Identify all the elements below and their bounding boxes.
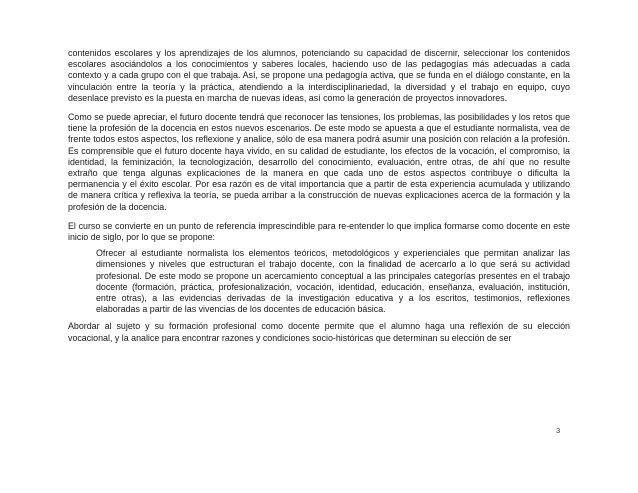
paragraph-pedagogy: contenidos escolares y los aprendizajes de los alumnos, potenciando su capacidad de discernir, seleccionar los contenidos escolares asociándolos a los conocimientos y saberes locales, haciendo uso de las pedagogías más adecuadas a cada contexto y a cada grupo con el que trabaja. Así, se propone una pedagogía activa, que se funda en el diálogo constante, en la vinculación entre la teoría y la práctica, atendiendo a la interdisciplinariedad, la diversidad y el trabajo en equipo, cuyo desenlace previsto es la puesta en marcha de nuevas ideas, así como la generación de proyectos innovadores.: [68, 48, 570, 103]
paragraph-closing: Abordar al sujeto y su formación profesional como docente permite que el alumno haga una reflexión de su elección vocacional, y la analice para encontrar razones y condiciones socio-históricas que determinan su elección de ser: [68, 321, 570, 343]
document-body: [68, 48, 570, 352]
paragraph-course-reference: El curso se convierte en un punto de referencia imprescindible para re-entender lo que implica formarse como docente en este inicio de siglo, por lo que se propone:: [68, 220, 570, 243]
page-number: 3: [556, 426, 561, 435]
indented-objective-block: Ofrecer al estudiante normalista los elementos teóricos, metodológicos y experienciales que permitan analizar las dimensiones y niveles que estructuran el trabajo docente, con la finalidad de acercarlo a lo que será su actividad profesional. De este modo se propone un acercamiento conceptual a las principales categorías presentes en el trabajo docente (formación, práctica, profesionalización, vocación, identidad, educación, enseñanza, evaluación, institución, entre otras), a las evidencias derivadas de la investigación educativa y a los escritos, testimonios, reflexiones elaboradas a partir de las vivencias de los docentes de educación básica.: [96, 248, 570, 315]
paragraph-future-teacher: Como se puede apreciar, el futuro docente tendrá que reconocer las tensiones, los problemas, las posibilidades y los retos que tiene la profesión de la docencia en estos nuevos escenarios. De este modo se apuesta a que el estudiante normalista, vea de frente todos estos aspectos, los reflexione y analice, sólo de esa manera podrá asumir una posición con relación a la profesión. Es comprensible que el futuro docente haya vivido, en su calidad de estudiante, los efectos de la vocación, el compromiso, la identidad, la feminización, la tecnologización, desarrollo del conocimiento, evaluación, entre otras, de ahí que no resulte extraño que tenga algunas explicaciones de la manera en que cada uno de estos aspectos contribuye o dificulta la permanencia y el éxito escolar. Por esa razón es de vital importancia que a partir de esta experiencia acumulada y utilizando de manera crítica y reflexiva la teoría, se pueda arribar a la construcción de nuevas explicaciones acerca de la formación y la profesión de la docencia.: [68, 112, 570, 212]
